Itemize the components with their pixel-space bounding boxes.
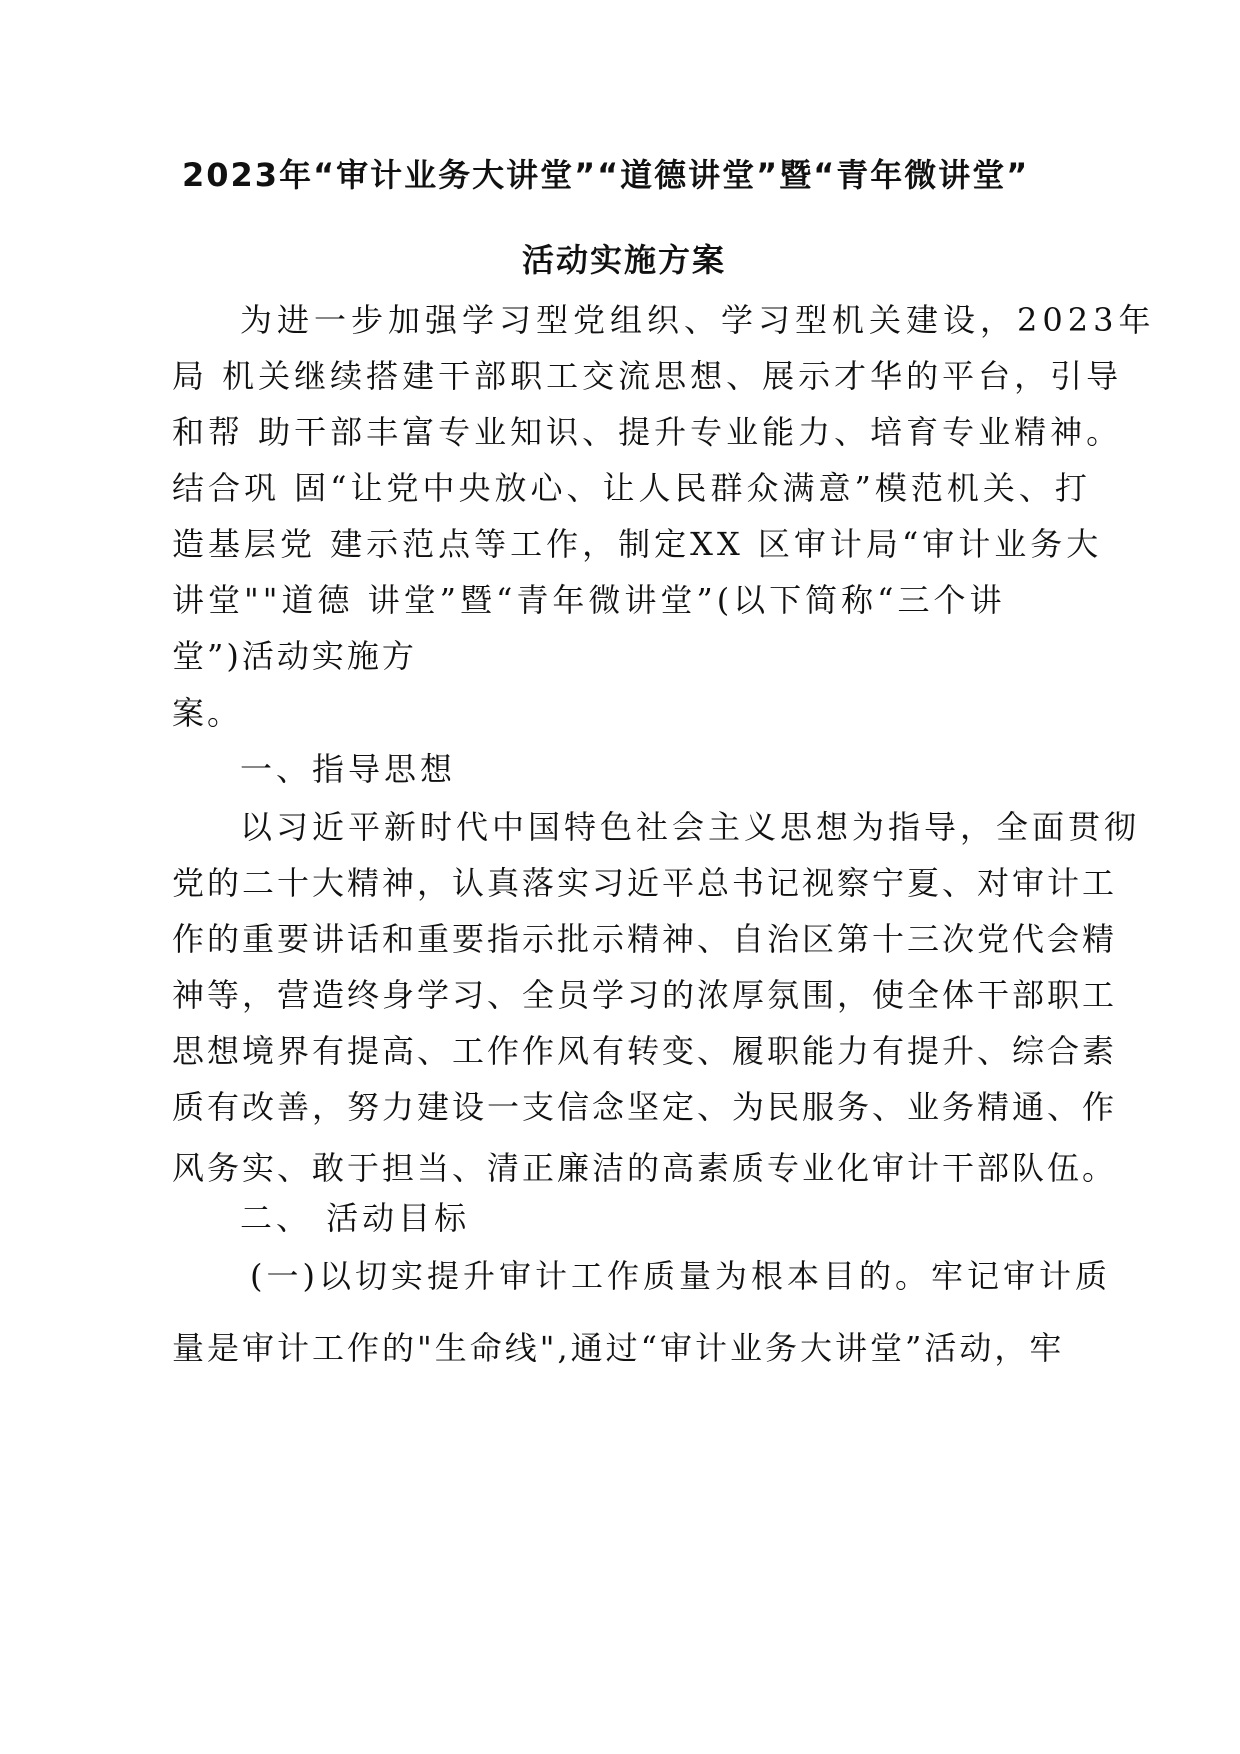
intro-line: 局 机关继续搭建干部职工交流思想、展示才华的平台，引导 bbox=[172, 357, 1123, 395]
section-2-line: 量是审计工作的"生命线",通过“审计业务大讲堂”活动，牢 bbox=[172, 1329, 1065, 1367]
intro-line: 结合巩 固“让党中央放心、让人民群众满意”模范机关、打 bbox=[172, 469, 1091, 507]
intro-line: 和帮 助干部丰富专业知识、提升专业能力、培育专业精神。 bbox=[172, 413, 1123, 451]
intro-line: 讲堂""道德 讲堂”暨“青年微讲堂”(以下简称“三个讲 bbox=[172, 581, 1006, 619]
section-1-line: 以习近平新时代中国特色社会主义思想为指导，全面贯彻 bbox=[240, 808, 1141, 846]
section-1-line: 质有改善，努力建设一支信念坚定、为民服务、业务精通、作 bbox=[172, 1088, 1118, 1126]
intro-line: 案。 bbox=[172, 694, 243, 732]
document-title-line-2: 活动实施方案 bbox=[522, 241, 727, 279]
section-1-line: 神等，营造终身学习、全员学习的浓厚氛围，使全体干部职工 bbox=[172, 976, 1118, 1014]
section-2-line: (一)以切实提升审计工作质量为根本目的。牢记审计质 bbox=[250, 1257, 1111, 1295]
document-title-line-1: 2023年“审计业务大讲堂”“道德讲堂”暨“青年微讲堂” bbox=[182, 156, 1030, 194]
section-heading-guiding-ideology: 一、指导思想 bbox=[240, 750, 457, 788]
section-1-line: 党的二十大精神，认真落实习近平总书记视察宁夏、对审计工 bbox=[172, 864, 1118, 902]
section-1-line: 思想境界有提高、工作作风有转变、履职能力有提升、综合素 bbox=[172, 1032, 1118, 1070]
section-1-line: 风务实、敢于担当、清正廉洁的高素质专业化审计干部队伍。 bbox=[172, 1149, 1118, 1187]
section-1-line: 作的重要讲话和重要指示批示精神、自治区第十三次党代会精 bbox=[172, 920, 1118, 958]
intro-line: 堂”)活动实施方 bbox=[172, 637, 417, 675]
intro-line: 为进一步加强学习型党组织、学习型机关建设，2023年 bbox=[240, 301, 1156, 339]
section-heading-activity-goals: 二、 活动目标 bbox=[240, 1199, 471, 1237]
intro-line: 造基层党 建示范点等工作，制定XX 区审计局“审计业务大 bbox=[172, 525, 1103, 563]
